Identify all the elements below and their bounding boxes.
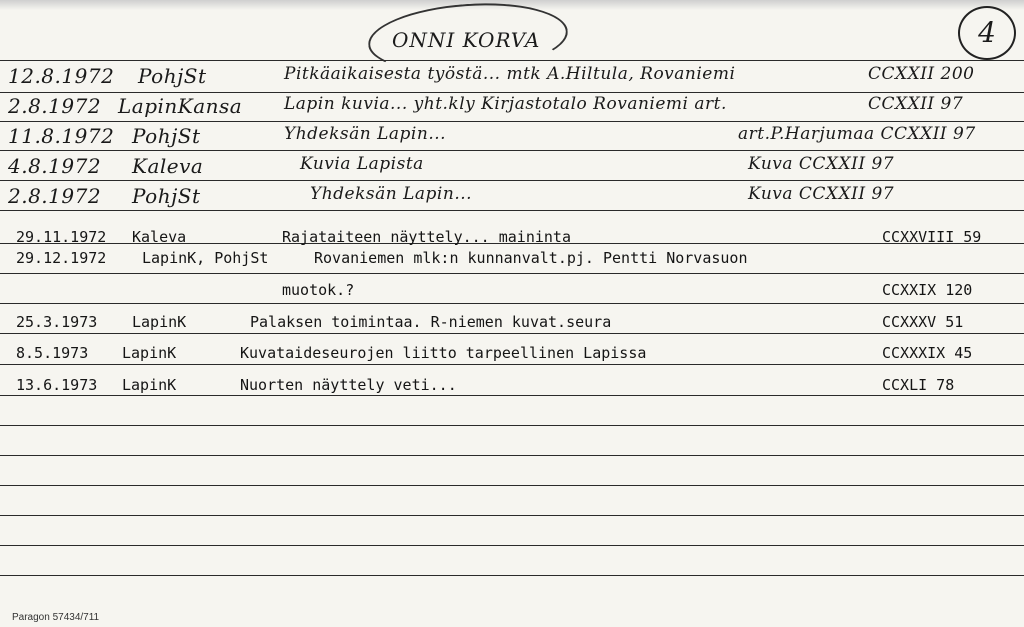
ruled-line (0, 150, 1024, 151)
entry-date: 4.8.1972 (8, 154, 102, 178)
entry-ref: Kuva CCXXII 97 (748, 184, 895, 204)
card-number: 4 (958, 6, 1016, 60)
ruled-line (0, 333, 1024, 334)
ruled-line (0, 364, 1024, 365)
entry-ref: CCXXIX 120 (882, 281, 973, 299)
entry-ref: CCXXII 97 (868, 94, 964, 114)
entry-text: Lapin kuvia... yht.kly Kirjastotalo Rovaniemi art. (284, 94, 727, 114)
ruled-line (0, 485, 1024, 486)
ruled-line (0, 575, 1024, 576)
entry-ref: art.P.Harjumaa CCXXII 97 (738, 124, 976, 144)
entry-source: Kaleva (132, 228, 187, 246)
ruled-line (0, 303, 1024, 304)
entry-source: LapinKansa (118, 94, 243, 118)
ruled-line (0, 180, 1024, 181)
entry-date: 2.8.1972 (8, 94, 102, 118)
entry-date: 12.8.1972 (8, 64, 115, 88)
ruled-line (0, 425, 1024, 426)
entry-text: Kuvia Lapista (300, 154, 424, 174)
entry-source: LapinK (122, 344, 177, 362)
entry-date: 13.6.1973 (16, 376, 98, 394)
entry-ref: CCXXII 200 (868, 64, 975, 84)
entry-text: Pitkäaikaisesta työstä... mtk A.Hiltula, Rovaniemi (284, 64, 736, 84)
ruled-line (0, 455, 1024, 456)
ruled-line (0, 545, 1024, 546)
entry-source: Kaleva (132, 154, 204, 178)
entry-ref: Kuva CCXXII 97 (748, 154, 895, 174)
ruled-line (0, 210, 1024, 211)
ruled-line (0, 60, 1024, 61)
entry-ref: CCXXXV 51 (882, 313, 964, 331)
entry-ref: CCXXXIX 45 (882, 344, 973, 362)
entry-ref: CCXLI 78 (882, 376, 955, 394)
entry-source: PohjSt (138, 64, 207, 88)
entry-source: LapinK, PohjSt (142, 249, 269, 267)
card-footer: Paragon 57434/711 (12, 612, 100, 623)
ruled-line (0, 515, 1024, 516)
ruled-line (0, 92, 1024, 93)
entry-text: Palaksen toimintaa. R-niemen kuvat.seura (250, 313, 612, 331)
ruled-line (0, 395, 1024, 396)
entry-source: PohjSt (132, 124, 201, 148)
entry-text: Rovaniemen mlk:n kunnanvalt.pj. Pentti Norvasuon (314, 249, 748, 267)
entry-ref: CCXXVIII 59 (882, 228, 982, 246)
entry-text: Yhdeksän Lapin... (284, 124, 447, 144)
entry-date: 11.8.1972 (8, 124, 115, 148)
entry-date: 25.3.1973 (16, 313, 98, 331)
entry-text: Yhdeksän Lapin... (310, 184, 473, 204)
entry-text: Rajataiteen näyttely... maininta (282, 228, 571, 246)
entry-date: 29.12.1972 (16, 249, 107, 267)
entry-date: 2.8.1972 (8, 184, 102, 208)
entry-date: 29.11.1972 (16, 228, 107, 246)
entry-source: LapinK (132, 313, 187, 331)
card-title: ONNI KORVA (392, 28, 541, 52)
ruled-line (0, 121, 1024, 122)
entry-text: muotok.? (282, 281, 355, 299)
entry-text: Nuorten näyttely veti... (240, 376, 457, 394)
entry-source: PohjSt (132, 184, 201, 208)
entry-date: 8.5.1973 (16, 344, 89, 362)
ruled-line (0, 273, 1024, 274)
entry-text: Kuvataideseurojen liitto tarpeellinen Lapissa (240, 344, 647, 362)
entry-source: LapinK (122, 376, 177, 394)
